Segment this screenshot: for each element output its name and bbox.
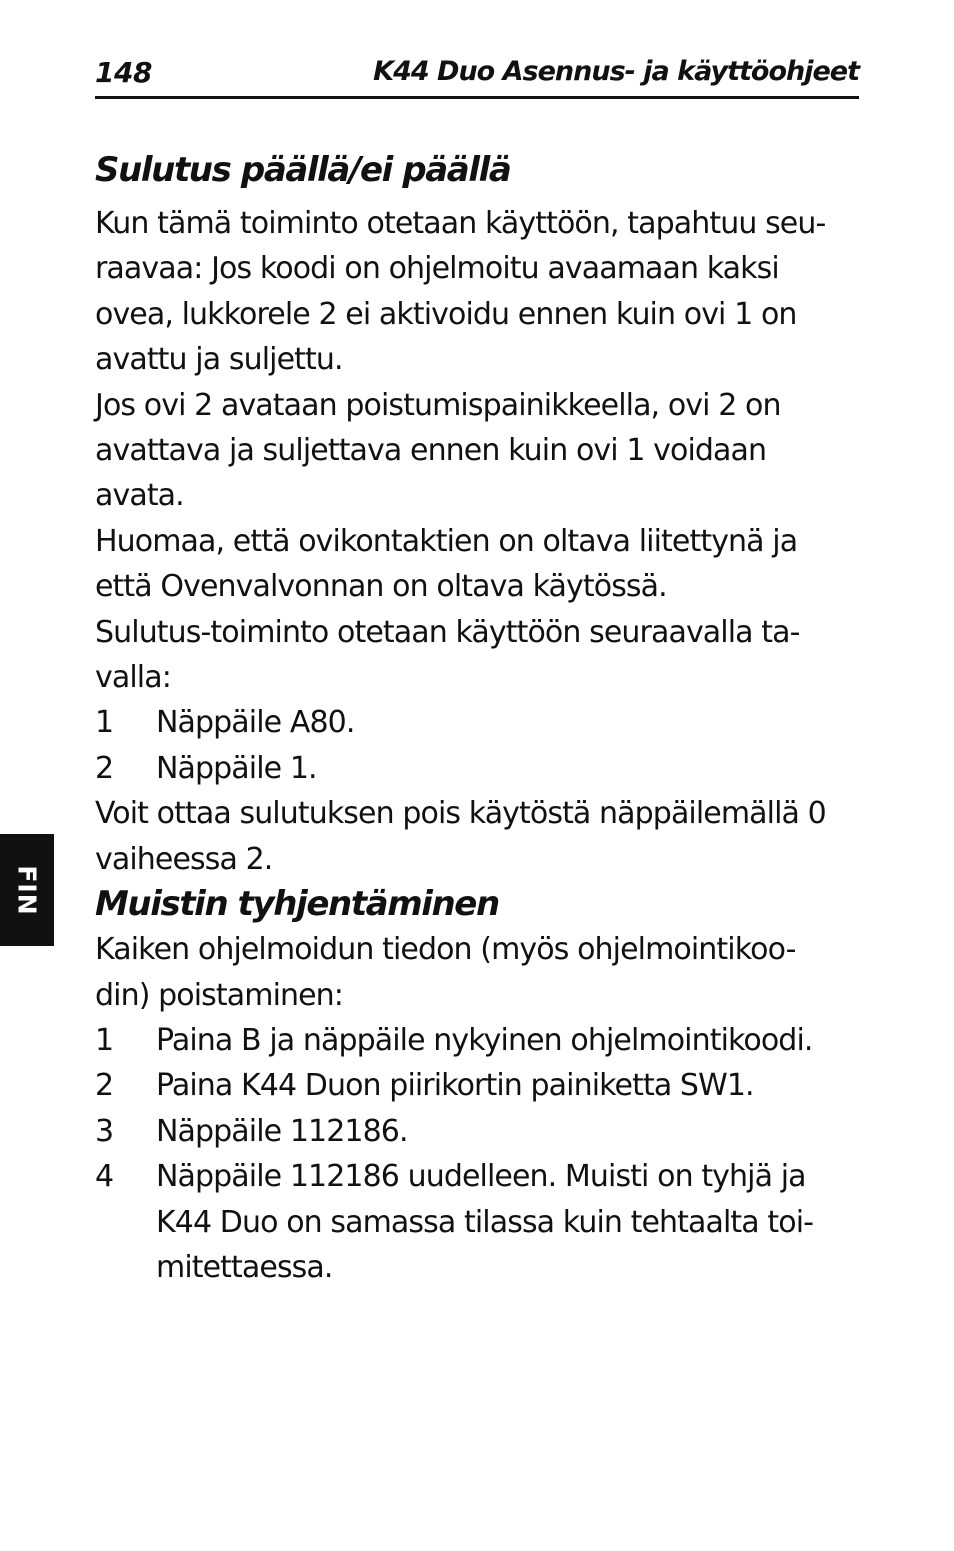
steps-list xyxy=(95,700,860,791)
step-number: 4 xyxy=(95,1159,114,1195)
text-line: avattava ja suljettava ennen kuin ovi 1 voidaan xyxy=(95,433,767,469)
step-text xyxy=(156,1154,860,1290)
paragraph xyxy=(95,519,860,610)
text-line: K44 Duo on samassa tilassa kuin tehtaalta toi- xyxy=(156,1204,814,1240)
paragraph xyxy=(95,791,860,882)
text-line: din) poistaminen: xyxy=(95,977,343,1013)
list-item xyxy=(95,1018,860,1063)
list-item xyxy=(95,1154,860,1290)
steps-list xyxy=(95,1018,860,1290)
list-item xyxy=(95,700,860,745)
text-line: Kaiken ohjelmoidun tiedon (myös ohjelmointikoo- xyxy=(95,932,796,968)
text-line: mitettaessa. xyxy=(156,1249,333,1285)
language-tab-label: FIN xyxy=(12,864,42,916)
text-line: avata. xyxy=(95,478,184,514)
step-number: 1 xyxy=(95,1022,114,1058)
text-line: Näppäile 112186. xyxy=(156,1113,408,1149)
running-title: K44 Duo Asennus- ja käyttöohjeet xyxy=(373,56,859,87)
text-line: raavaa: Jos koodi on ohjelmoitu avaamaan kaksi xyxy=(95,251,779,287)
paragraph xyxy=(95,383,860,519)
paragraph xyxy=(95,610,860,701)
page-header xyxy=(95,56,859,99)
text-line: Paina B ja näppäile nykyinen ohjelmointikoodi. xyxy=(156,1022,813,1058)
text-line: Kun tämä toiminto otetaan käyttöön, tapahtuu seu- xyxy=(95,206,826,241)
step-number: 1 xyxy=(95,705,114,741)
text-line: Paina K44 Duon piirikortin painiketta SW1. xyxy=(156,1068,754,1104)
step-number: 3 xyxy=(95,1113,114,1149)
section-heading-muistin: Muistin tyhjentäminen xyxy=(95,884,499,925)
page-number: 148 xyxy=(95,56,152,89)
step-text xyxy=(156,1109,860,1154)
text-line: Voit ottaa sulutuksen pois käytöstä näppäilemällä 0 xyxy=(95,796,826,832)
step-text xyxy=(156,1063,860,1108)
section-heading-sulutus: Sulutus päällä/ei päällä xyxy=(95,150,511,190)
text-line: Näppäile 112186 uudelleen. Muisti on tyhjä ja xyxy=(156,1159,806,1195)
text-line: vaiheessa 2. xyxy=(95,841,273,877)
page-content xyxy=(95,148,860,1290)
text-line: Jos ovi 2 avataan poistumispainikkeella, ovi 2 on xyxy=(95,387,781,423)
list-item xyxy=(95,1109,860,1154)
list-item xyxy=(95,1063,860,1108)
step-text: Näppäile 1. xyxy=(156,750,317,786)
step-text: Näppäile A80. xyxy=(156,705,355,741)
paragraph xyxy=(95,201,860,383)
step-number: 2 xyxy=(95,1068,114,1104)
step-number: 2 xyxy=(95,750,114,786)
step-text xyxy=(156,1018,860,1063)
text-line: Sulutus-toiminto otetaan käyttöön seuraavalla ta- xyxy=(95,614,800,650)
text-line: ovea, lukkorele 2 ei aktivoidu ennen kuin ovi 1 on xyxy=(95,296,797,332)
text-line: valla: xyxy=(95,660,171,696)
text-line: Huomaa, että ovikontaktien on oltava liitettynä ja xyxy=(95,523,798,559)
list-item xyxy=(95,746,860,791)
text-line: että Ovenvalvonnan on oltava käytössä. xyxy=(95,569,667,605)
text-line: avattu ja suljettu. xyxy=(95,342,343,378)
paragraph xyxy=(95,927,860,1018)
language-tab xyxy=(0,834,54,946)
